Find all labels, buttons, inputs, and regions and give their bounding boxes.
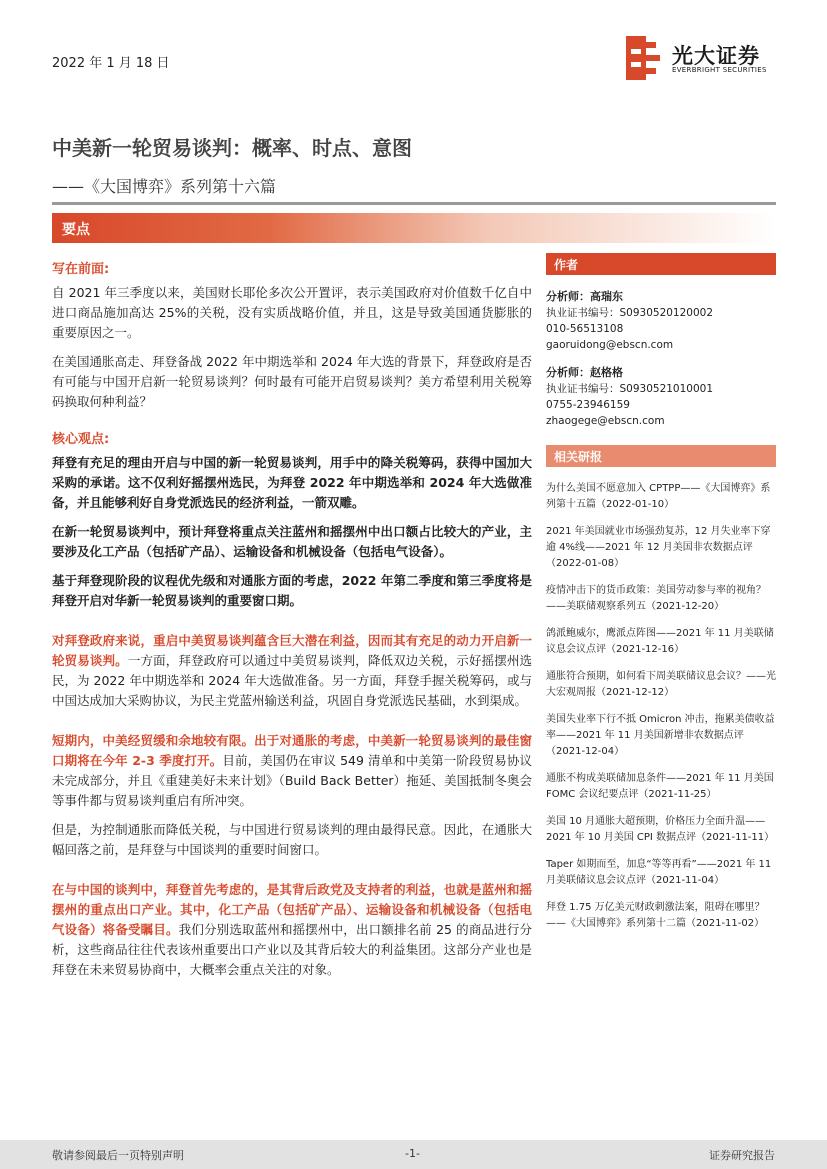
paragraph-4 [52, 631, 532, 711]
core-point-3: 基于拜登现阶段的议程优先级和对通胀方面的考虑，2022 年第二季度和第三季度将是拜登开启对华新一轮贸易谈判的重要窗口期。 [52, 573, 532, 608]
related-report-10[interactable]: 拜登 1.75 万亿美元财政刺激法案，阻碍在哪里？——《大国博弈》系列第十二篇（2021-11-02） [546, 902, 765, 929]
author-1 [546, 289, 776, 353]
paragraph-5-highlight: 短期内，中美经贸缓和余地较有限。出于对通胀的考虑，中美新一轮贸易谈判的最佳窗口期将在今年 2-3 季度打开。 [52, 733, 532, 768]
author-2-name: 分析师：赵格格 [546, 366, 623, 379]
related-report-9[interactable]: Taper 如期而至，加息“等等再看”——2021 年 11 月美联储议息会议点评（2021-11-04） [546, 859, 772, 886]
report-date: 2022 年 1 月 18 日 [52, 56, 170, 71]
brand-logo [626, 36, 776, 82]
core-point-2: 在新一轮贸易谈判中，预计拜登将重点关注蓝州和摇摆州中出口额占比较大的产业，主要涉及化工产品（包括矿产品）、运输设备和机械设备（包括电气设备）。 [52, 524, 532, 559]
related-report-4[interactable]: 鸽派鲍威尔，鹰派点阵图——2021 年 11 月美联储议息会议点评（2021-12-16） [546, 628, 774, 655]
paragraph-4-text: 一方面，拜登政府可以通过中美贸易谈判，降低双边关税，示好摇摆州选民，为 2022 年中期选举和 2024 年大选做准备。另一方面，拜登手握关税筹码，或与中国达成加大采购协议，为民主党蓝州输送利益，巩固自身党派选民基础，水到渠成。 [52, 653, 532, 708]
brand-mark-icon [626, 36, 662, 80]
related-reports-heading: 相关研报 [546, 445, 776, 467]
paragraph-7 [52, 880, 532, 980]
paragraph-6: 但是，为控制通胀而降低关税，与中国进行贸易谈判的理由最得民意。因此，在通胀大幅回落之前，是拜登与中国谈判的重要时间窗口。 [52, 822, 532, 857]
page-footer [0, 1140, 827, 1169]
footer-report-type: 证券研究报告 [709, 1149, 775, 1162]
brand-name-cn: 光大证券 [672, 44, 760, 68]
paragraph-7-text: 我们分别选取蓝州和摇摆州中，出口额排名前 25 的商品进行分析，这些商品往往代表该州重要出口产业以及其背后较大的利益集团。这部分产业也是拜登在未来贸易协商中，大概率会重点关注的对象。 [52, 922, 532, 977]
title-divider [52, 202, 776, 205]
intro-heading: 写在前面: [52, 262, 110, 277]
report-subtitle: ——《大国博弈》系列第十六篇 [52, 177, 277, 196]
related-report-5[interactable]: 通胀符合预期，如何看下周美联储议息会议？——光大宏观周报（2021-12-12） [546, 671, 776, 698]
author-2-license: 执业证书编号：S0930521010001 [546, 383, 714, 395]
related-report-2[interactable]: 2021 年美国就业市场强劲复苏，12 月失业率下穿逾 4%线——2021 年 12 月美国非农数据点评（2022-01-08） [546, 526, 771, 569]
author-2-email[interactable]: zhaogege@ebscn.com [546, 415, 665, 427]
sidebar [546, 253, 776, 943]
paragraph-5 [52, 731, 532, 811]
core-heading: 核心观点: [52, 432, 110, 447]
related-report-7[interactable]: 通胀不构成美联储加息条件——2021 年 11 月美国 FOMC 会议纪要点评（2021-11-25） [546, 773, 774, 800]
related-report-3[interactable]: 疫情冲击下的货币政策：美国劳动参与率的视角？——美联储观察系列五（2021-12-20） [546, 585, 766, 612]
paragraph-4-highlight: 对拜登政府来说，重启中美贸易谈判蕴含巨大潜在利益，因而其有充足的动力开启新一轮贸易谈判。 [52, 633, 532, 668]
section-band-label: 要点 [62, 222, 90, 238]
author-1-email[interactable]: gaoruidong@ebscn.com [546, 339, 674, 351]
author-2 [546, 365, 776, 429]
paragraph-5-text: 目前，美国仍在审议 549 清单和中美第一阶段贸易协议未完成部分，并且《重建美好未来计划》（Build Back Better）拖延、美国抵制冬奥会等事件都与贸易谈判重启有所冲突。 [52, 753, 532, 808]
author-2-phone: 0755-23946159 [546, 399, 630, 411]
author-1-phone: 010-56513108 [546, 323, 624, 335]
paragraph-7-highlight: 在与中国的谈判中，拜登首先考虑的，是其背后政党及支持者的利益，也就是蓝州和摇摆州的重点出口产业。其中，化工产品（包括矿产品）、运输设备和机械设备（包括电气设备）将备受瞩目。 [52, 882, 532, 937]
intro-paragraph-1: 自 2021 年三季度以来，美国财长耶伦多次公开置评，表示美国政府对价值数千亿自中进口商品施加高达 25%的关税，没有实质战略价值，并且，这是导致美国通货膨胀的重要原因之一。 [52, 285, 532, 340]
author-1-name: 分析师：高瑞东 [546, 290, 623, 303]
related-report-8[interactable]: 美国 10 月通胀大超预期，价格压力全面升温——2021 年 10 月美国 CPI 数据点评（2021-11-11） [546, 816, 775, 843]
footer-page-number: -1- [405, 1147, 420, 1160]
author-1-license: 执业证书编号：S0930520120002 [546, 307, 714, 319]
intro-paragraph-2: 在美国通胀高走、拜登备战 2022 年中期选举和 2024 年大选的背景下，拜登政府是否有可能与中国开启新一轮贸易谈判？何时最有可能开启贸易谈判？美方希望利用关税筹码换取何种利益？ [52, 354, 532, 409]
main-column [52, 258, 532, 989]
related-report-1[interactable]: 为什么美国不愿意加入 CPTPP——《大国博弈》系列第十五篇（2022-01-10） [546, 483, 771, 510]
brand-name-en: EVERBRIGHT SECURITIES [672, 66, 767, 74]
core-point-1: 拜登有充足的理由开启与中国的新一轮贸易谈判，用手中的降关税筹码，获得中国加大采购的承诺。这不仅利好摇摆州选民，为拜登 2022 年中期选举和 2024 年大选做准备，并且能够利好自身党派选民的经济利益，一箭双雕。 [52, 455, 532, 510]
report-title: 中美新一轮贸易谈判：概率、时点、意图 [52, 136, 412, 160]
footer-disclaimer: 敬请参阅最后一页特别声明 [52, 1149, 184, 1162]
section-band [52, 213, 776, 243]
related-report-6[interactable]: 美国失业率下行不抵 Omicron 冲击，拖累美债收益率——2021 年 11 月美国新增非农数据点评（2021-12-04） [546, 714, 775, 757]
authors-heading: 作者 [546, 253, 776, 275]
